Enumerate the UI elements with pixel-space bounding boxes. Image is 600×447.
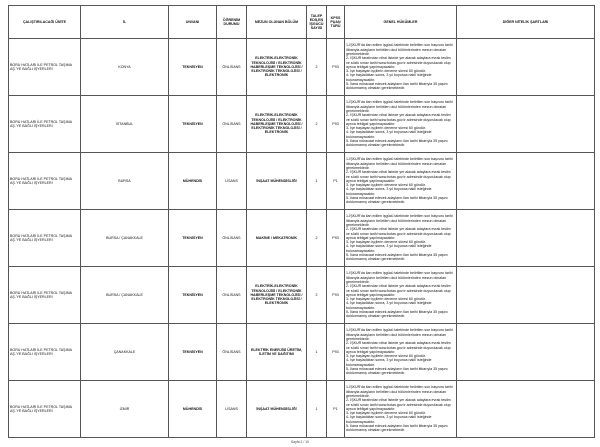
table-row xyxy=(9,267,595,324)
cell-count: 2 xyxy=(307,39,327,96)
rule-item: 1-İŞKUR'da ilan edilen işgücü talebinde belirtilen son başvuru tarihi itibarıyla adayların belirtilen okul bölümlerinden mezun olmaları gerekmektedir. xyxy=(346,328,453,341)
cell-kpss: P93 xyxy=(327,324,345,381)
cell-department: ELEKTRİK-ELEKTRONİK TEKNOLOJİSİ / ELEKTRONİK HABERLEŞME TEKNOLOJİSİ / ELEKTRONİK TEKNOLOJİSİ / ELEKTRONİK xyxy=(247,39,307,96)
cell-city: İZMİR xyxy=(81,381,169,438)
cell-city: ÇANAKKALE xyxy=(81,324,169,381)
rule-item: 5- İlana müracaat edecek adayların ilan tarihi itibarıyla 35 yaşını doldurmamış olmaları gerekmektedir. xyxy=(346,139,448,148)
rule-item: 3- İşe başlayan işçilerin deneme süresi 60 gündür. xyxy=(346,69,426,74)
cell-count: 1 xyxy=(307,324,327,381)
cell-count: 2 xyxy=(307,267,327,324)
cell-rules xyxy=(345,39,457,96)
cell-other xyxy=(457,153,595,210)
cell-department: ELEKTRİK ENERJİSİ ÜRETİM, İLETİM VE DAĞITIMI xyxy=(247,324,307,381)
cell-kpss: P93 xyxy=(327,96,345,153)
cell-kpss: P93 xyxy=(327,39,345,96)
rule-item: 2- İŞKUR tarafından nihai listede yer alacak adaylara evrak teslim ve sözlü sınav tarihi www.botas.gov.tr adresinde duyurulacak olup ayrıca tebligat yapılmayacaktır. xyxy=(346,341,451,354)
cell-department: İNŞAAT MÜHENDİSLİĞİ xyxy=(247,153,307,210)
rule-item: 3- İşe başlayan işçilerin deneme süresi 60 gündür. xyxy=(346,183,426,188)
cell-rules xyxy=(345,153,457,210)
rule-item: 5- İlana müracaat edecek adayların ilan tarihi itibarıyla 35 yaşını doldurmamış olmaları gerekmektedir. xyxy=(346,82,448,91)
cell-kpss: P1 xyxy=(327,153,345,210)
rule-item: 3- İşe başlayan işçilerin deneme süresi 60 gündür. xyxy=(346,126,426,131)
cell-department: ELEKTRİK-ELEKTRONİK TEKNOLOJİSİ / ELEKTRONİK HABERLEŞME TEKNOLOJİSİ / ELEKTRONİK TEKNOLOJİSİ / ELEKTRONİK xyxy=(247,267,307,324)
cell-city: BURSA / ÇANAKKALE xyxy=(81,210,169,267)
rule-item: 2- İŞKUR tarafından nihai listede yer alacak adaylara evrak teslim ve sözlü sınav tarihi www.botas.gov.tr adresinde duyurulacak olup ayrıca tebligat yapılmayacaktır. xyxy=(346,227,451,240)
cell-kpss: P1 xyxy=(327,381,345,438)
cell-department: MAKİNE / MEKATRONİK xyxy=(247,210,307,267)
cell-department: İNŞAAT MÜHENDİSLİĞİ xyxy=(247,381,307,438)
header-kpss: KPSS PUAN TÜRÜ xyxy=(327,6,345,39)
cell-title: MÜHENDİS xyxy=(169,381,217,438)
rule-item: 4- İşe başladıktan sonra, 3 yıl boyunca naklî isteğinde bulunamayacaktır. xyxy=(346,358,432,367)
rule-item: 2- İŞKUR tarafından nihai listede yer alacak adaylara evrak teslim ve sözlü sınav tarihi www.botas.gov.tr adresinde duyurulacak olup ayrıca tebligat yapılmayacaktır. xyxy=(346,56,451,69)
cell-title: TEKNİSYEN xyxy=(169,324,217,381)
cell-department: ELEKTRİK-ELEKTRONİK TEKNOLOJİSİ / ELEKTRONİK HABERLEŞME TEKNOLOJİSİ / ELEKTRONİK TEKNOLOJİSİ / ELEKTRONİK xyxy=(247,96,307,153)
table-row xyxy=(9,381,595,438)
rule-item: 1-İŞKUR'da ilan edilen işgücü talebinde belirtilen son başvuru tarihi itibarıyla adayların belirtilen okul bölümlerinden mezun olmaları gerekmektedir. xyxy=(346,385,453,398)
rule-item: 4- İşe başladıktan sonra, 3 yıl boyunca naklî isteğinde bulunamayacaktır. xyxy=(346,301,432,310)
cell-title: TEKNİSYEN xyxy=(169,210,217,267)
cell-count: 2 xyxy=(307,210,327,267)
cell-other xyxy=(457,324,595,381)
rule-item: 5- İlana müracaat edecek adayların ilan tarihi itibarıyla 35 yaşını doldurmamış olmaları gerekmektedir. xyxy=(346,424,448,433)
job-listing-table xyxy=(8,5,595,438)
rule-item: 1-İŞKUR'da ilan edilen işgücü talebinde belirtilen son başvuru tarihi itibarıyla adayların belirtilen okul bölümlerinden mezun olmaları gerekmektedir. xyxy=(346,43,453,56)
rule-item: 2- İŞKUR tarafından nihai listede yer alacak adaylara evrak teslim ve sözlü sınav tarihi www.botas.gov.tr adresinde duyurulacak olup ayrıca tebligat yapılmayacaktır. xyxy=(346,398,451,411)
rule-item: 2- İŞKUR tarafından nihai listede yer alacak adaylara evrak teslim ve sözlü sınav tarihi www.botas.gov.tr adresinde duyurulacak olup ayrıca tebligat yapılmayacaktır. xyxy=(346,113,451,126)
header-unit: ÇALIŞTIRILACAĞI ÜNİTE xyxy=(9,6,81,39)
cell-unit: BORU HATLARI İLE PETROL TAŞIMA AŞ.'YE BAĞLI İŞYERLERİ xyxy=(9,381,81,438)
table-row xyxy=(9,153,595,210)
rule-item: 3- İşe başlayan işçilerin deneme süresi 60 gündür. xyxy=(346,354,426,359)
cell-education: ÖNLİSANS xyxy=(217,324,247,381)
cell-rules xyxy=(345,324,457,381)
cell-unit: BORU HATLARI İLE PETROL TAŞIMA AŞ.'YE BAĞLI İŞYERLERİ xyxy=(9,39,81,96)
rule-item: 3- İşe başlayan işçilerin deneme süresi 60 gündür. xyxy=(346,297,426,302)
header-education: ÖĞRENİM DURUMU xyxy=(217,6,247,39)
cell-unit: BORU HATLARI İLE PETROL TAŞIMA AŞ.'YE BAĞLI İŞYERLERİ xyxy=(9,267,81,324)
rule-item: 5- İlana müracaat edecek adayların ilan tarihi itibarıyla 35 yaşını doldurmamış olmaları gerekmektedir. xyxy=(346,367,448,376)
cell-rules xyxy=(345,267,457,324)
cell-other xyxy=(457,210,595,267)
cell-city: BURSA xyxy=(81,153,169,210)
cell-count: 1 xyxy=(307,153,327,210)
rule-item: 5- İlana müracaat edecek adayların ilan tarihi itibarıyla 35 yaşını doldurmamış olmaları gerekmektedir. xyxy=(346,196,448,205)
cell-unit: BORU HATLARI İLE PETROL TAŞIMA AŞ.'YE BAĞLI İŞYERLERİ xyxy=(9,210,81,267)
rule-item: 1-İŞKUR'da ilan edilen işgücü talebinde belirtilen son başvuru tarihi itibarıyla adayların belirtilen okul bölümlerinden mezun olmaları gerekmektedir. xyxy=(346,100,453,113)
rule-item: 5- İlana müracaat edecek adayların ilan tarihi itibarıyla 35 yaşını doldurmamış olmaları gerekmektedir. xyxy=(346,253,448,262)
rule-item: 2- İŞKUR tarafından nihai listede yer alacak adaylara evrak teslim ve sözlü sınav tarihi www.botas.gov.tr adresinde duyurulacak olup ayrıca tebligat yapılmayacaktır. xyxy=(346,170,451,183)
cell-education: ÖNLİSANS xyxy=(217,210,247,267)
rule-item: 4- İşe başladıktan sonra, 3 yıl boyunca naklî isteğinde bulunamayacaktır. xyxy=(346,73,432,82)
rule-item: 1-İŞKUR'da ilan edilen işgücü talebinde belirtilen son başvuru tarihi itibarıyla adayların belirtilen okul bölümlerinden mezun olmaları gerekmektedir. xyxy=(346,214,453,227)
cell-city: İSTANBUL xyxy=(81,96,169,153)
cell-education: ÖNLİSANS xyxy=(217,96,247,153)
cell-education: ÖNLİSANS xyxy=(217,39,247,96)
cell-title: TEKNİSYEN xyxy=(169,39,217,96)
cell-unit: BORU HATLARI İLE PETROL TAŞIMA AŞ.'YE BAĞLI İŞYERLERİ xyxy=(9,324,81,381)
table-row xyxy=(9,39,595,96)
rule-item: 4- İşe başladıktan sonra, 3 yıl boyunca naklî isteğinde bulunamayacaktır. xyxy=(346,187,432,196)
header-other: DİĞER NİTELİK ŞARTLARI xyxy=(457,6,595,39)
cell-other xyxy=(457,381,595,438)
cell-count: 1 xyxy=(307,381,327,438)
header-city: İL xyxy=(81,6,169,39)
table-row xyxy=(9,324,595,381)
header-rules: GENEL HÜKÜMLER xyxy=(345,6,457,39)
cell-other xyxy=(457,267,595,324)
cell-count: 2 xyxy=(307,96,327,153)
rule-item: 4- İşe başladıktan sonra, 3 yıl boyunca naklî isteğinde bulunamayacaktır. xyxy=(346,244,432,253)
rule-item: 4- İşe başladıktan sonra, 3 yıl boyunca naklî isteğinde bulunamayacaktır. xyxy=(346,130,432,139)
cell-education: ÖNLİSANS xyxy=(217,267,247,324)
rule-item: 4- İşe başladıktan sonra, 3 yıl boyunca naklî isteğinde bulunamayacaktır. xyxy=(346,415,432,424)
header-row xyxy=(9,6,595,39)
header-department: MEZUN OLUNAN BÖLÜM xyxy=(247,6,307,39)
header-count: TALEP EDİLEN İŞGÜCÜ SAYISI xyxy=(307,6,327,39)
cell-unit: BORU HATLARI İLE PETROL TAŞIMA AŞ.'YE BAĞLI İŞYERLERİ xyxy=(9,96,81,153)
table-row xyxy=(9,96,595,153)
cell-unit: BORU HATLARI İLE PETROL TAŞIMA AŞ.'YE BAĞLI İŞYERLERİ xyxy=(9,153,81,210)
cell-rules xyxy=(345,210,457,267)
cell-title: MÜHENDİS xyxy=(169,153,217,210)
cell-rules xyxy=(345,381,457,438)
rule-item: 3- İşe başlayan işçilerin deneme süresi 60 gündür. xyxy=(346,240,426,245)
cell-other xyxy=(457,39,595,96)
cell-city: KONYA xyxy=(81,39,169,96)
header-title: UNVANI xyxy=(169,6,217,39)
rule-item: 1-İŞKUR'da ilan edilen işgücü talebinde belirtilen son başvuru tarihi itibarıyla adayların belirtilen okul bölümlerinden mezun olmaları gerekmektedir. xyxy=(346,271,453,284)
cell-title: TEKNİSYEN xyxy=(169,267,217,324)
rule-item: 2- İŞKUR tarafından nihai listede yer alacak adaylara evrak teslim ve sözlü sınav tarihi www.botas.gov.tr adresinde duyurulacak olup ayrıca tebligat yapılmayacaktır. xyxy=(346,284,451,297)
cell-title: TEKNİSYEN xyxy=(169,96,217,153)
table-row xyxy=(9,210,595,267)
cell-city: BURSA / ÇANAKKALE xyxy=(81,267,169,324)
rule-item: 1-İŞKUR'da ilan edilen işgücü talebinde belirtilen son başvuru tarihi itibarıyla adayların belirtilen okul bölümlerinden mezun olmaları gerekmektedir. xyxy=(346,157,453,170)
cell-other xyxy=(457,96,595,153)
cell-education: LİSANS xyxy=(217,381,247,438)
rule-item: 5- İlana müracaat edecek adayların ilan tarihi itibarıyla 35 yaşını doldurmamış olmaları gerekmektedir. xyxy=(346,310,448,319)
cell-rules xyxy=(345,96,457,153)
cell-kpss: P93 xyxy=(327,267,345,324)
cell-education: LİSANS xyxy=(217,153,247,210)
cell-kpss: P93 xyxy=(327,210,345,267)
page-number: Sayfa 2 / 10 xyxy=(290,440,310,444)
rule-item: 3- İşe başlayan işçilerin deneme süresi 60 gündür. xyxy=(346,411,426,416)
